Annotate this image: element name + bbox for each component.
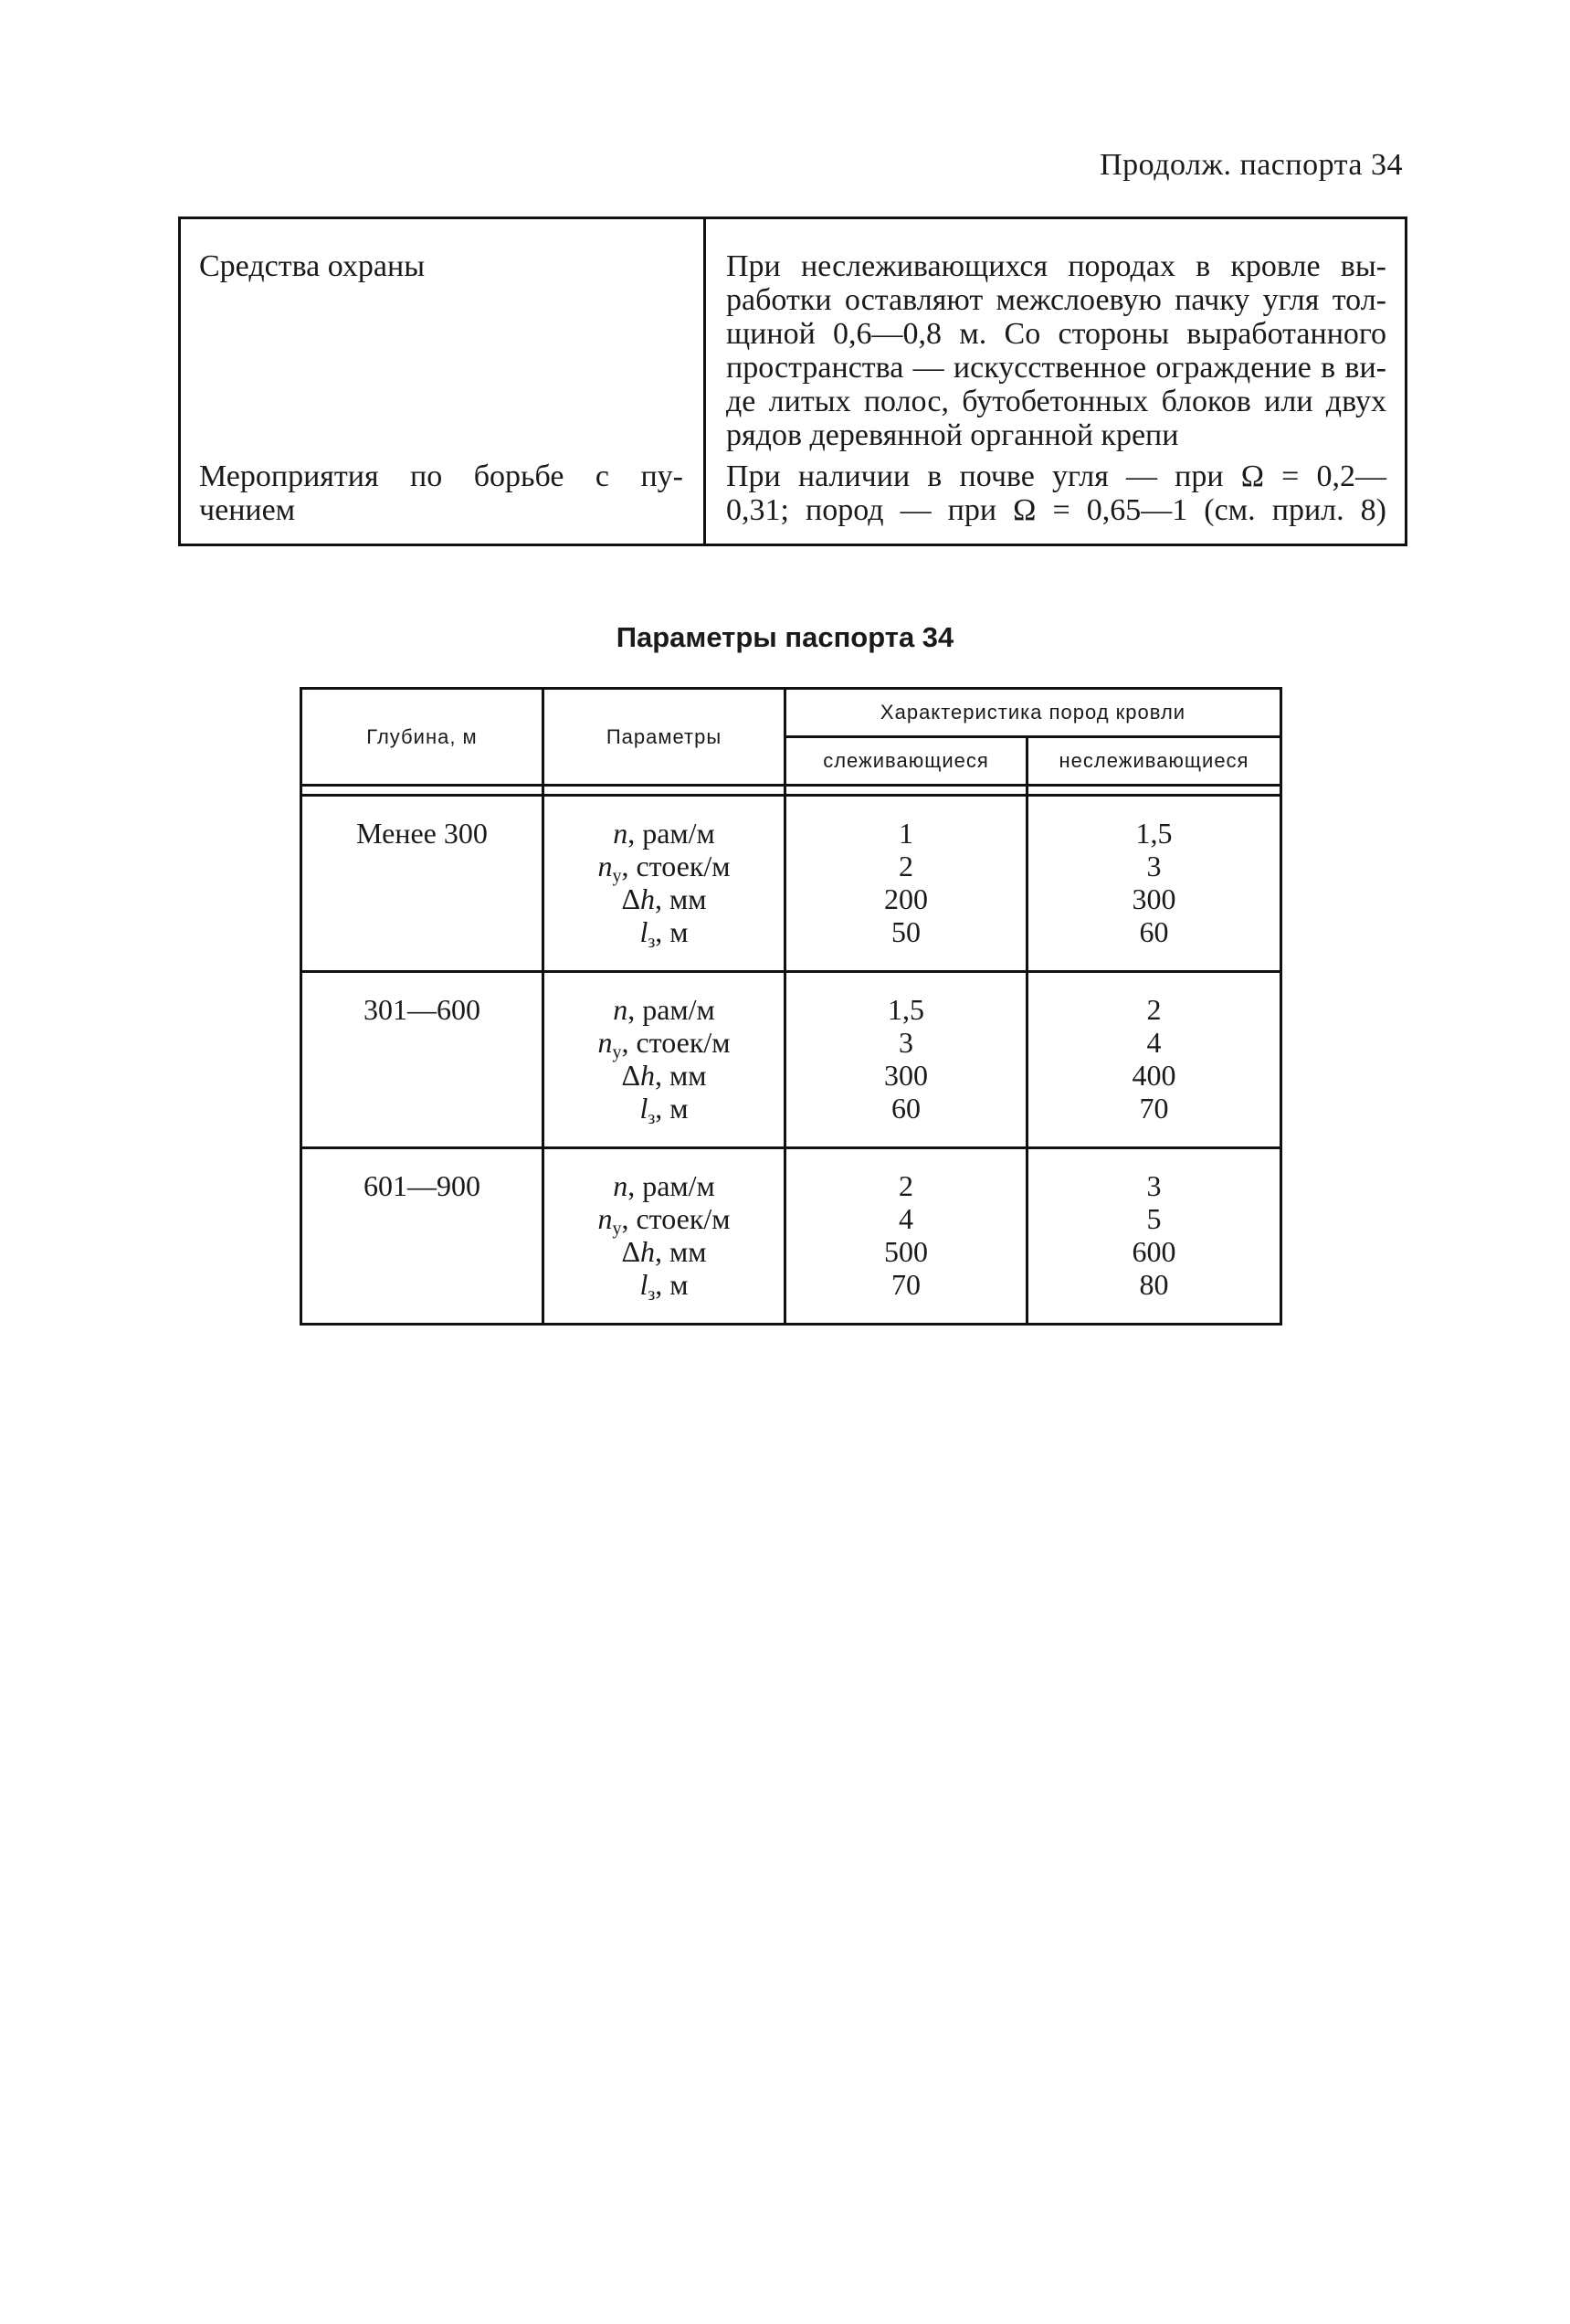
parameters-table [300, 687, 1282, 1326]
value: 5 [1146, 1202, 1162, 1235]
measure-text [705, 456, 1407, 545]
value: 500 [884, 1235, 928, 1268]
nonconsolidating-values [1027, 796, 1281, 972]
header-params: Параметры [543, 689, 785, 786]
value: 600 [1132, 1235, 1176, 1268]
table-row [301, 1148, 1281, 1325]
header-roof-rock-group: Характеристика пород кровли [785, 689, 1281, 737]
param-n: n, рам/м [613, 1169, 715, 1202]
value: 70 [1139, 1092, 1169, 1125]
value: 60 [1139, 915, 1169, 948]
param-ny: $n_у$, стоек/м [597, 1202, 731, 1239]
text-line: пространства — искусственное ограждение в ви- [726, 351, 1386, 385]
param-n: n, рам/м [613, 993, 715, 1026]
value: 3 [1146, 850, 1162, 882]
measure-label: Мероприятия по борьбе с пу- чением [180, 456, 705, 545]
section-title: Параметры паспорта 34 [616, 621, 954, 653]
consolidating-values [785, 796, 1027, 972]
table-row [301, 972, 1281, 1148]
text-line: 0,31; пород — при Ω = 0,65—1 (см. прил. 8) [726, 493, 1386, 527]
nonconsolidating-values [1027, 1148, 1281, 1325]
table-row [180, 456, 1407, 545]
measure-label: Средства охраны [180, 218, 705, 457]
text-line: работки оставляют межслоевую пачку угля тол- [726, 283, 1386, 317]
param-l3: $l_з$, м [639, 915, 689, 952]
param-ny: $n_у$, стоек/м [597, 850, 731, 886]
param-dh: Δh, мм [621, 1059, 707, 1092]
value: 50 [891, 915, 921, 948]
value: 1,5 [888, 993, 924, 1026]
params-cell [543, 796, 785, 972]
param-ny: $n_у$, стоек/м [597, 1026, 731, 1062]
header-depth: Глубина, м [301, 689, 543, 786]
value: 200 [884, 882, 928, 915]
separator-row [301, 786, 1281, 796]
value: 2 [899, 850, 913, 882]
text-line: де литых полос, бутобетонных блоков или двух [726, 385, 1386, 418]
value: 2 [899, 1169, 913, 1202]
value: 4 [1146, 1026, 1162, 1059]
header-nonconsolidating: неслеживающиеся [1027, 737, 1281, 786]
param-l3: $l_з$, м [639, 1092, 689, 1128]
value: 1 [899, 817, 913, 850]
depth-cell: Менее 300 [301, 796, 543, 972]
text-line: При неслеживающихся породах в кровле вы- [726, 249, 1386, 283]
header-consolidating: слеживающиеся [785, 737, 1027, 786]
value: 80 [1139, 1268, 1169, 1301]
protection-measures-table [178, 217, 1407, 546]
continuation-note: Продолж. паспорта 34 [1100, 148, 1403, 182]
param-n: n, рам/м [613, 817, 715, 850]
table-row [301, 796, 1281, 972]
measure-text [705, 218, 1407, 457]
value: 4 [899, 1202, 913, 1235]
consolidating-values [785, 1148, 1027, 1325]
value: 3 [899, 1026, 913, 1059]
value: 3 [1146, 1169, 1162, 1202]
value: 70 [891, 1268, 921, 1301]
value: 300 [1132, 882, 1176, 915]
param-dh: Δh, мм [621, 882, 707, 915]
nonconsolidating-values [1027, 972, 1281, 1148]
text-line: При наличии в почве угля — при Ω = 0,2— [726, 460, 1386, 493]
table-row [180, 218, 1407, 457]
header-row [301, 689, 1281, 737]
text-line: рядов деревянной органной крепи [726, 418, 1179, 452]
param-dh: Δh, мм [621, 1235, 707, 1268]
value: 300 [884, 1059, 928, 1092]
text-line: щиной 0,6—0,8 м. Со стороны выработанного [726, 317, 1386, 351]
value: 60 [891, 1092, 921, 1125]
depth-cell: 601—900 [301, 1148, 543, 1325]
params-cell [543, 972, 785, 1148]
depth-cell: 301—600 [301, 972, 543, 1148]
consolidating-values [785, 972, 1027, 1148]
params-cell [543, 1148, 785, 1325]
value: 1,5 [1135, 817, 1173, 850]
value: 400 [1132, 1059, 1176, 1092]
param-l3: $l_з$, м [639, 1268, 689, 1305]
value: 2 [1146, 993, 1162, 1026]
